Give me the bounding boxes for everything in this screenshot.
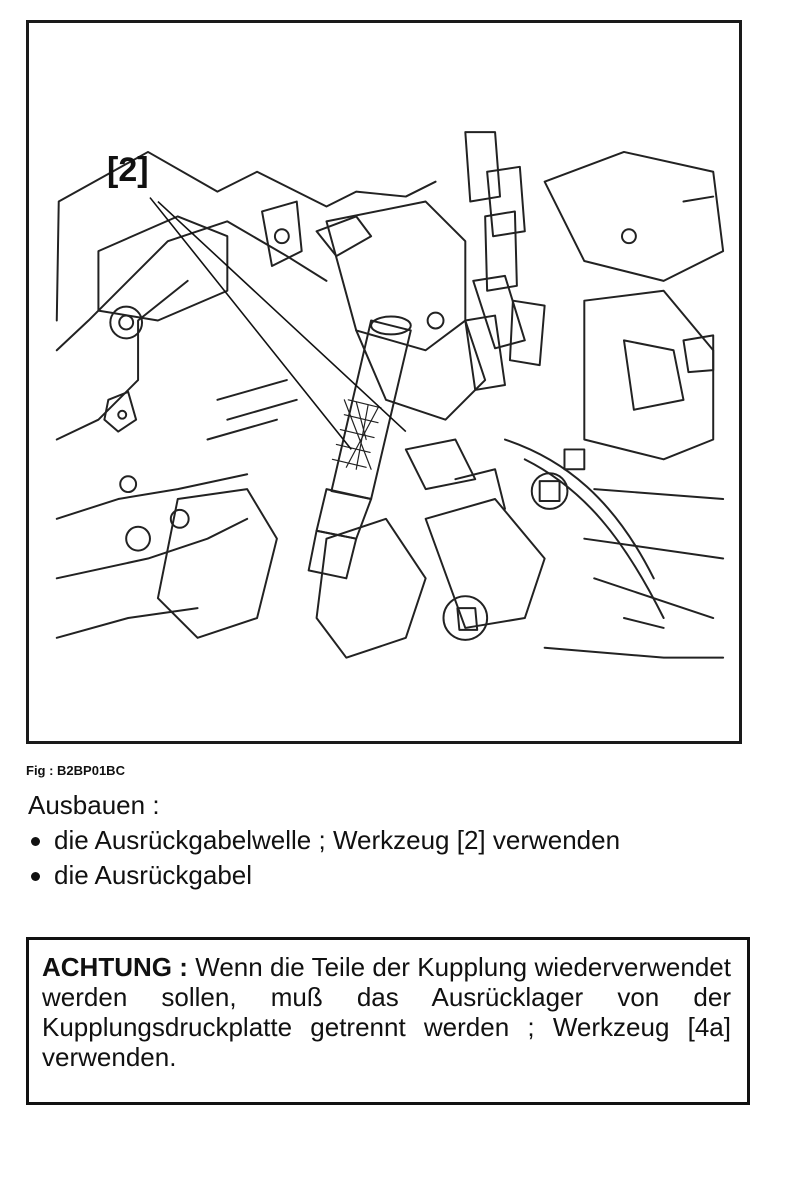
instructions-list — [28, 823, 748, 893]
figure-caption: Fig : B2BP01BC — [26, 763, 125, 778]
warning-text: Wenn die Teile der Kupplung wiederverwendet werden sollen, muß das Ausrücklager von der Kupplungsdruckplatte getrennt werden ; Werkzeug [4a] verwenden. — [42, 952, 731, 1072]
gearbox-line-drawing — [29, 23, 739, 741]
warning-label: ACHTUNG : — [42, 952, 188, 982]
instructions-heading: Ausbauen : — [28, 790, 160, 820]
list-item: die Ausrückgabel — [28, 858, 748, 893]
technical-illustration-frame — [26, 20, 742, 744]
removal-instructions — [28, 788, 748, 893]
list-item: die Ausrückgabelwelle ; Werkzeug [2] verwenden — [28, 823, 748, 858]
tool-callout-label: [2] — [107, 151, 149, 189]
warning-box — [26, 937, 750, 1105]
